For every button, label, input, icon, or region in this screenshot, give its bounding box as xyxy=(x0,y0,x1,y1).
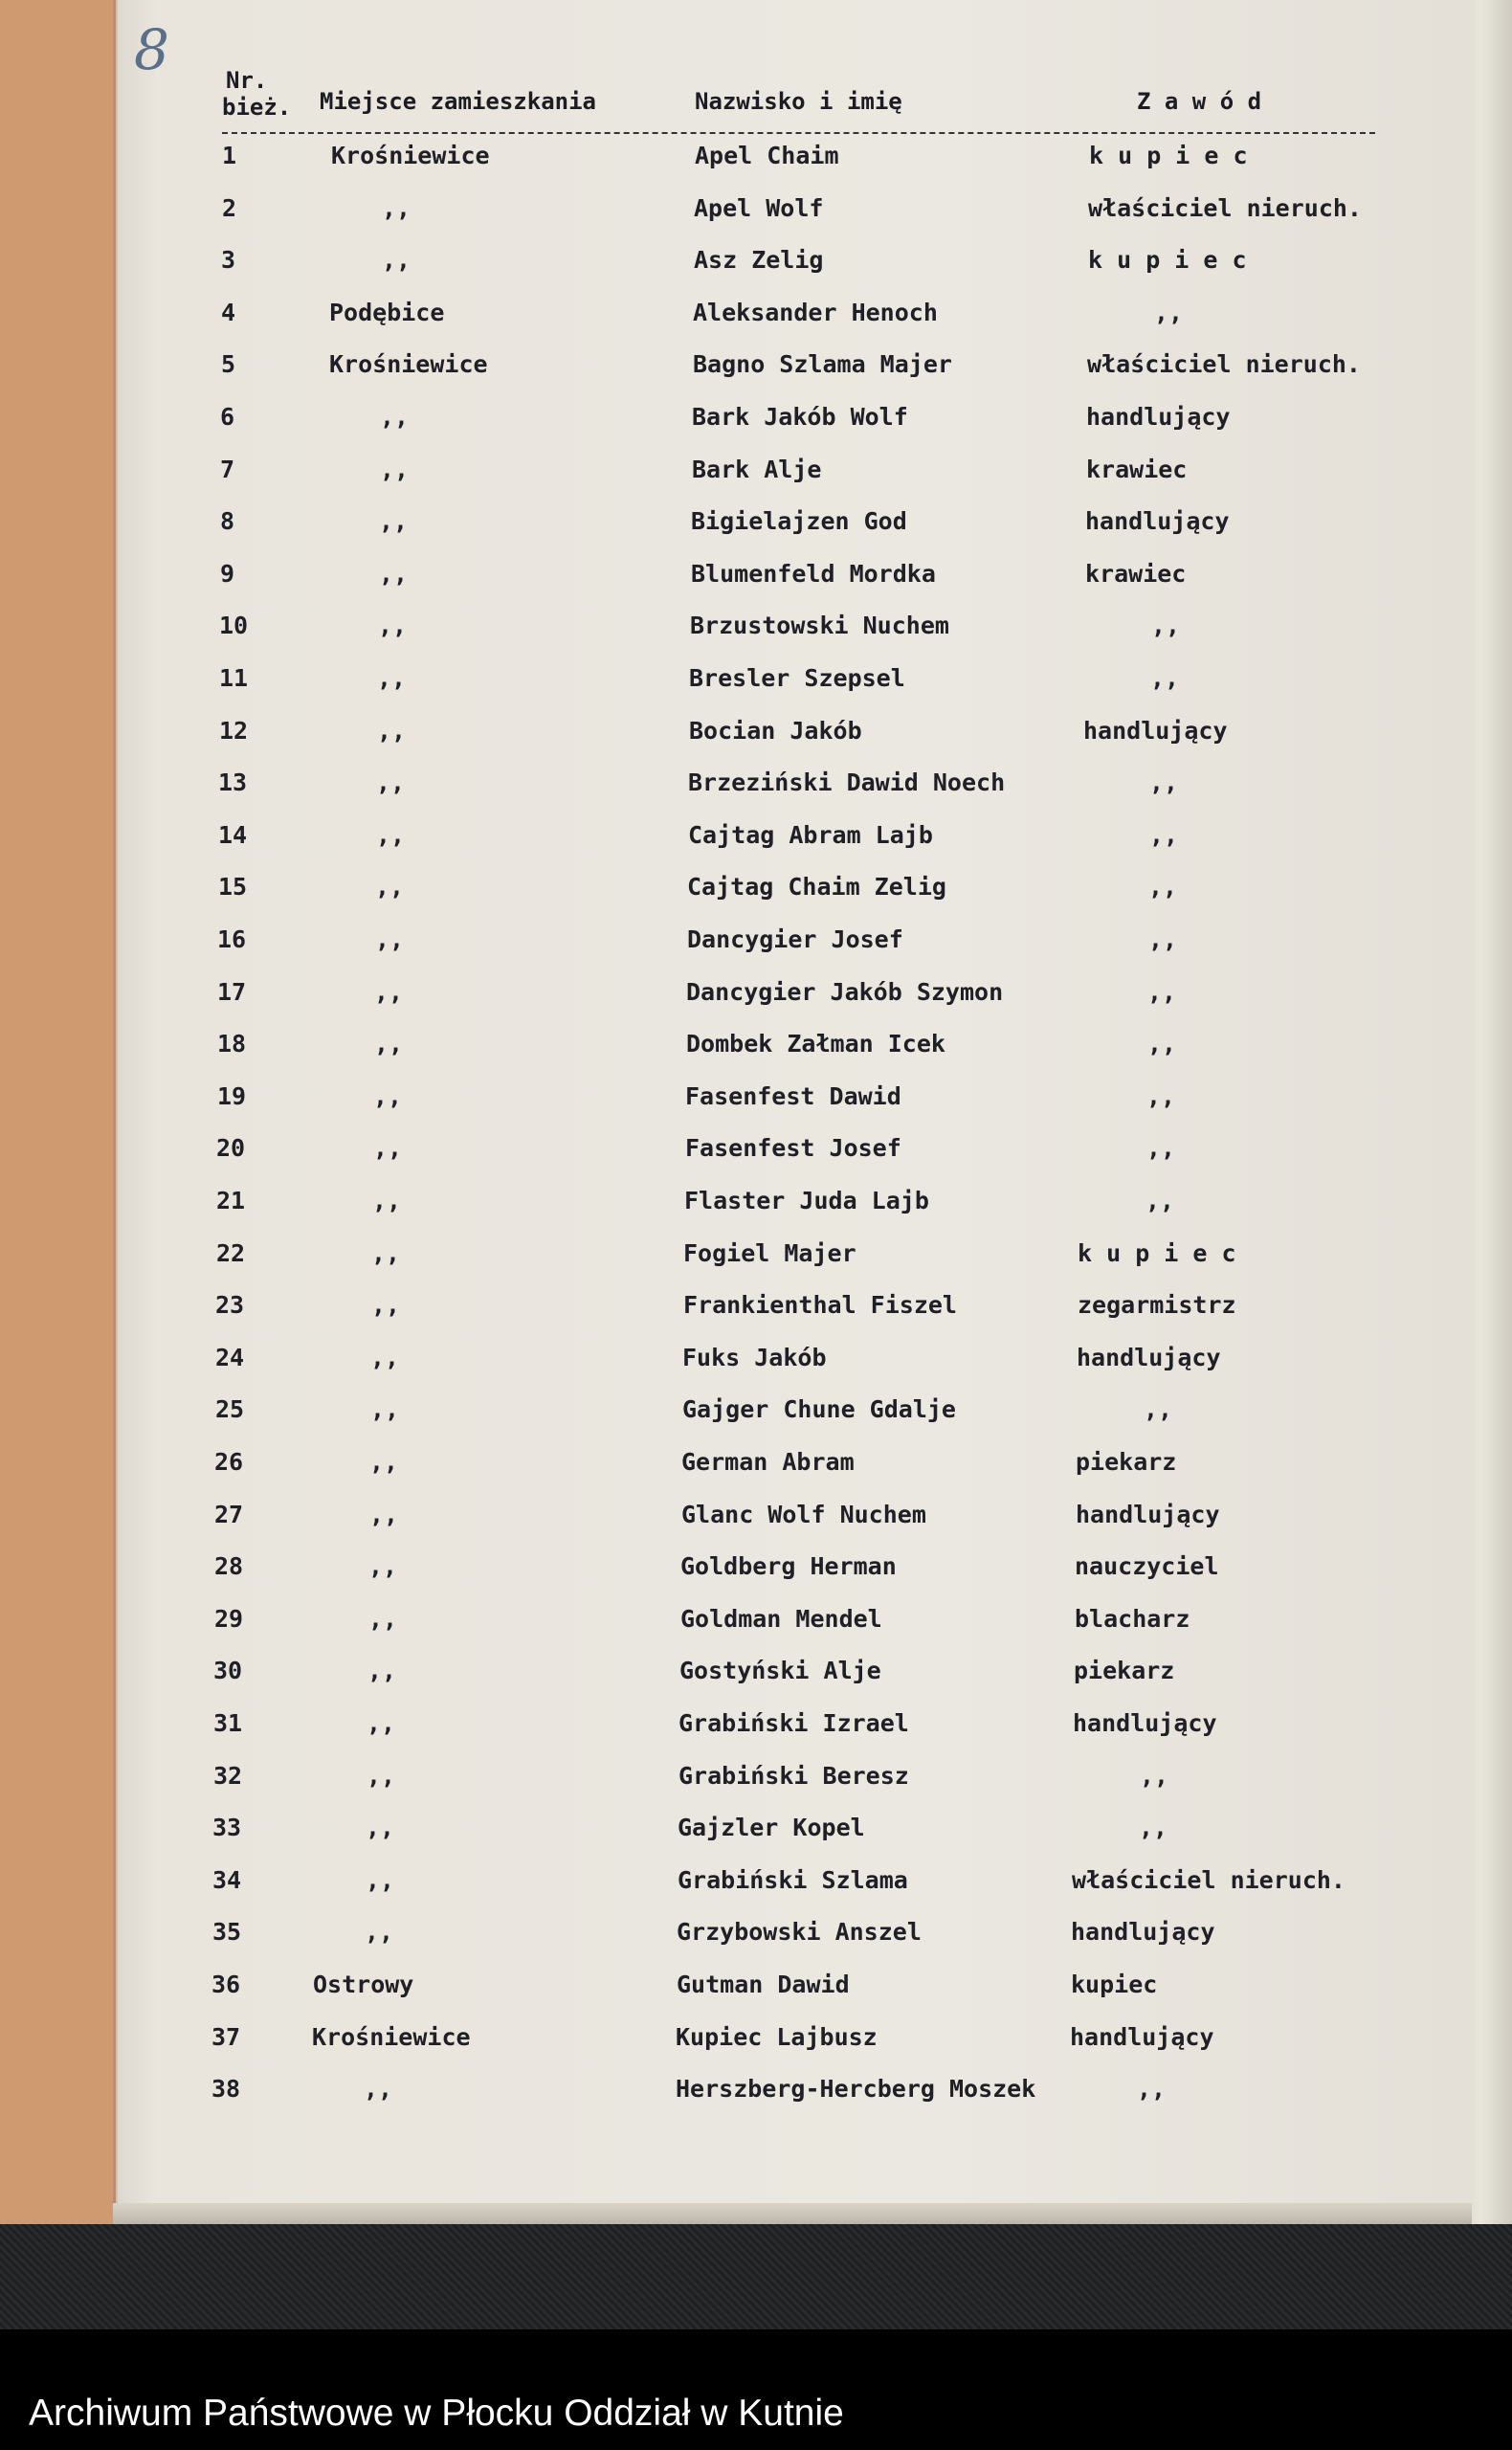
name-cell: Blumenfeld Mordka xyxy=(691,559,936,588)
occupation-cell: krawiec xyxy=(1085,559,1187,588)
table-row xyxy=(0,456,1512,484)
name-cell: Fasenfest Josef xyxy=(685,1134,901,1163)
name-cell: Goldman Mendel xyxy=(680,1604,882,1633)
table-row xyxy=(0,612,1512,640)
occupation-cell: właściciel nieruch. xyxy=(1088,193,1362,222)
occupation-cell: k u p i e c xyxy=(1088,246,1247,275)
occupation-cell: ,, xyxy=(1148,873,1178,902)
name-cell: Grabiński Szlama xyxy=(678,1865,908,1894)
occupation-cell: ,, xyxy=(1147,1030,1177,1058)
residence-cell: ,, xyxy=(372,1187,402,1214)
residence-cell: ,, xyxy=(370,1395,400,1424)
occupation-cell: ,, xyxy=(1137,2075,1167,2104)
row-number: 13 xyxy=(218,768,248,797)
row-number: 15 xyxy=(218,873,248,902)
residence-cell: ,, xyxy=(368,1552,398,1581)
name-cell: German Abram xyxy=(681,1448,855,1476)
name-cell: Bagno Szlama Majer xyxy=(693,350,952,379)
residence-cell: ,, xyxy=(367,1761,396,1790)
table-row xyxy=(0,664,1512,693)
table-row xyxy=(0,1448,1512,1477)
table-row xyxy=(0,1344,1512,1372)
residence-cell: ,, xyxy=(373,1134,403,1163)
row-number: 11 xyxy=(219,664,249,692)
row-number: 27 xyxy=(214,1500,244,1528)
row-number: 38 xyxy=(211,2075,241,2104)
occupation-cell: zegarmistrz xyxy=(1078,1291,1236,1320)
occupation-cell: piekarz xyxy=(1076,1448,1177,1476)
occupation-cell: ,, xyxy=(1145,1187,1175,1214)
occupation-cell: k u p i e c xyxy=(1078,1238,1236,1267)
residence-cell: Krośniewice xyxy=(329,350,488,379)
occupation-cell: ,, xyxy=(1146,1081,1176,1110)
table-row xyxy=(0,768,1512,797)
occupation-cell: ,, xyxy=(1147,977,1177,1006)
residence-cell: ,, xyxy=(382,246,411,275)
row-number: 32 xyxy=(213,1761,243,1790)
residence-cell: ,, xyxy=(379,507,409,536)
row-number: 9 xyxy=(220,559,235,588)
name-cell: Gostyński Alje xyxy=(679,1657,881,1685)
name-cell: Dancygier Josef xyxy=(687,925,903,953)
table-row xyxy=(0,560,1512,589)
residence-cell: ,, xyxy=(367,1657,397,1685)
table-row xyxy=(0,2023,1512,2052)
occupation-cell: handlujący xyxy=(1071,1918,1215,1947)
name-cell: Apel Chaim xyxy=(695,142,839,169)
row-number: 26 xyxy=(214,1448,244,1476)
residence-cell: ,, xyxy=(366,1814,395,1842)
table-row xyxy=(0,299,1512,327)
name-cell: Bark Alje xyxy=(692,455,822,483)
name-cell: Gajzler Kopel xyxy=(678,1814,865,1842)
header-nr-line1: Nr. xyxy=(226,67,268,94)
residence-cell: ,, xyxy=(375,873,405,902)
occupation-cell: właściciel nieruch. xyxy=(1087,350,1361,379)
table-row xyxy=(0,1134,1512,1163)
name-cell: Glanc Wolf Nuchem xyxy=(681,1500,926,1528)
table-row xyxy=(0,507,1512,536)
row-number: 35 xyxy=(212,1918,242,1947)
residence-cell: ,, xyxy=(378,612,408,640)
name-cell: Brzeziński Dawid Noech xyxy=(688,768,1006,797)
header-occupation: Z a w ó d xyxy=(1137,88,1262,115)
table-row xyxy=(0,1918,1512,1947)
occupation-cell: ,, xyxy=(1140,1761,1169,1790)
table-row xyxy=(0,821,1512,850)
residence-cell: ,, xyxy=(374,977,404,1006)
table-row xyxy=(0,1657,1512,1685)
table-row xyxy=(0,1239,1512,1268)
name-cell: Bocian Jakób xyxy=(689,716,862,745)
occupation-cell: ,, xyxy=(1144,1395,1173,1424)
residence-cell: ,, xyxy=(380,403,410,431)
name-cell: Fogiel Majer xyxy=(683,1238,856,1267)
row-number: 23 xyxy=(215,1291,245,1320)
name-cell: Gajger Chune Gdalje xyxy=(682,1395,956,1424)
residence-cell: ,, xyxy=(371,1291,401,1320)
residence-cell: Ostrowy xyxy=(313,1971,414,1998)
occupation-cell: ,, xyxy=(1150,664,1180,692)
occupation-cell: krawiec xyxy=(1086,455,1188,483)
occupation-cell: handlujący xyxy=(1083,716,1228,745)
occupation-cell: handlujący xyxy=(1077,1343,1221,1371)
row-number: 33 xyxy=(212,1814,242,1842)
occupation-cell: ,, xyxy=(1154,298,1184,326)
name-cell: Asz Zelig xyxy=(694,246,824,275)
name-cell: Brzustowski Nuchem xyxy=(690,612,949,640)
occupation-cell: ,, xyxy=(1149,768,1179,797)
row-number: 5 xyxy=(221,350,236,379)
row-number: 14 xyxy=(218,820,248,849)
table-row xyxy=(0,1709,1512,1738)
name-cell: Fasenfest Dawid xyxy=(685,1081,901,1110)
table-row xyxy=(0,1971,1512,1999)
row-number: 19 xyxy=(217,1081,247,1110)
row-number: 30 xyxy=(213,1657,243,1685)
header-name: Nazwisko i imię xyxy=(695,88,902,115)
table-row xyxy=(0,142,1512,170)
name-cell: Bresler Szepsel xyxy=(689,664,905,692)
name-cell: Frankienthal Fiszel xyxy=(683,1291,957,1320)
table-row xyxy=(0,1605,1512,1634)
row-number: 4 xyxy=(221,298,236,326)
row-number: 28 xyxy=(214,1552,244,1581)
occupation-cell: piekarz xyxy=(1074,1657,1175,1685)
table-row xyxy=(0,194,1512,223)
table-row xyxy=(0,873,1512,902)
residence-cell: ,, xyxy=(374,1030,404,1058)
residence-cell: ,, xyxy=(368,1604,398,1633)
residence-cell: ,, xyxy=(369,1500,399,1528)
residence-cell: ,, xyxy=(369,1448,399,1476)
table-row xyxy=(0,1395,1512,1424)
name-cell: Gutman Dawid xyxy=(677,1971,850,1998)
header-place: Miejsce zamieszkania xyxy=(320,88,596,115)
row-number: 1 xyxy=(222,142,237,169)
residence-cell: ,, xyxy=(377,716,407,745)
row-number: 31 xyxy=(213,1709,243,1737)
table-row xyxy=(0,1814,1512,1842)
name-cell: Apel Wolf xyxy=(694,193,824,222)
name-cell: Cajtag Chaim Zelig xyxy=(687,873,946,902)
residence-cell: ,, xyxy=(376,820,406,849)
residence-cell: ,, xyxy=(364,2075,393,2104)
row-number: 34 xyxy=(212,1865,242,1894)
residence-cell: ,, xyxy=(380,455,410,483)
name-cell: Aleksander Henoch xyxy=(693,298,938,326)
row-number: 37 xyxy=(211,2022,241,2051)
residence-cell: Podębice xyxy=(329,298,445,326)
table-row xyxy=(0,1291,1512,1320)
archive-credit: Archiwum Państwowe w Płocku Oddział w Kutnie xyxy=(29,2393,844,2434)
occupation-cell: blacharz xyxy=(1075,1604,1190,1633)
row-number: 36 xyxy=(211,1971,241,1998)
occupation-cell: k u p i e c xyxy=(1089,142,1248,169)
name-cell: Cajtag Abram Lajb xyxy=(688,820,933,849)
name-cell: Goldberg Herman xyxy=(680,1552,897,1581)
name-cell: Grzybowski Anszel xyxy=(677,1918,922,1947)
residence-cell: ,, xyxy=(376,768,406,797)
row-number: 8 xyxy=(220,507,235,536)
residence-cell: ,, xyxy=(365,1918,394,1947)
row-number: 3 xyxy=(221,246,236,275)
occupation-cell: ,, xyxy=(1139,1814,1168,1842)
name-cell: Bigielajzen God xyxy=(691,507,907,536)
table-row xyxy=(0,1030,1512,1058)
occupation-cell: handlujący xyxy=(1085,507,1230,536)
residence-cell: ,, xyxy=(373,1081,403,1110)
residence-cell: ,, xyxy=(379,559,409,588)
name-cell: Kupiec Lajbusz xyxy=(676,2022,878,2051)
scanner-bed xyxy=(0,2224,1512,2329)
header-nr-line2: bież. xyxy=(222,94,292,121)
row-number: 2 xyxy=(222,193,237,222)
residence-cell: ,, xyxy=(371,1238,401,1267)
name-cell: Fuks Jakób xyxy=(682,1343,827,1371)
table-row xyxy=(0,403,1512,432)
row-number: 6 xyxy=(220,403,235,431)
name-cell: Grabiński Beresz xyxy=(678,1761,909,1790)
occupation-cell: ,, xyxy=(1149,820,1179,849)
occupation-cell: handlujący xyxy=(1073,1709,1217,1737)
residence-cell: ,, xyxy=(382,193,411,222)
residence-cell: Krośniewice xyxy=(312,2022,471,2051)
row-number: 18 xyxy=(217,1030,247,1058)
row-number: 12 xyxy=(219,716,249,745)
occupation-cell: ,, xyxy=(1146,1134,1176,1163)
occupation-cell: ,, xyxy=(1148,925,1178,953)
handwritten-page-mark: 8 xyxy=(134,17,169,82)
table-row xyxy=(0,1187,1512,1215)
row-number: 24 xyxy=(215,1343,245,1371)
row-number: 10 xyxy=(219,612,249,640)
table-row xyxy=(0,2075,1512,2104)
table-row xyxy=(0,1501,1512,1529)
table-row xyxy=(0,246,1512,275)
table-row xyxy=(0,717,1512,746)
table-row xyxy=(0,978,1512,1007)
row-number: 25 xyxy=(215,1395,245,1424)
residence-cell: Krośniewice xyxy=(331,142,490,169)
name-cell: Grabiński Izrael xyxy=(678,1709,909,1737)
occupation-cell: kupiec xyxy=(1071,1971,1158,1998)
name-cell: Dancygier Jakób Szymon xyxy=(686,977,1004,1006)
occupation-cell: handlujący xyxy=(1076,1500,1220,1528)
table-row xyxy=(0,1866,1512,1895)
occupation-cell: właściciel nieruch. xyxy=(1072,1865,1345,1894)
occupation-cell: handlujący xyxy=(1086,403,1231,431)
row-number: 7 xyxy=(220,455,235,483)
residence-cell: ,, xyxy=(370,1343,400,1371)
row-number: 20 xyxy=(216,1134,246,1163)
table-row xyxy=(0,350,1512,379)
name-cell: Bark Jakób Wolf xyxy=(692,403,908,431)
residence-cell: ,, xyxy=(366,1865,395,1894)
residence-cell: ,, xyxy=(377,664,407,692)
residence-cell: ,, xyxy=(375,925,405,953)
row-number: 29 xyxy=(214,1604,244,1633)
occupation-cell: ,, xyxy=(1151,612,1181,640)
residence-cell: ,, xyxy=(367,1709,396,1737)
table-row xyxy=(0,1552,1512,1581)
name-cell: Dombek Załman Icek xyxy=(686,1030,945,1058)
table-row xyxy=(0,1762,1512,1791)
occupation-cell: handlujący xyxy=(1070,2022,1214,2051)
page-bottom-edge xyxy=(113,2203,1472,2224)
name-cell: Herszberg-Hercberg Moszek xyxy=(676,2075,1036,2104)
row-number: 21 xyxy=(216,1187,246,1214)
name-cell: Flaster Juda Lajb xyxy=(684,1187,929,1214)
header-divider xyxy=(222,132,1375,134)
row-number: 22 xyxy=(216,1238,246,1267)
row-number: 17 xyxy=(217,977,247,1006)
row-number: 16 xyxy=(217,925,247,953)
table-row xyxy=(0,925,1512,954)
table-row xyxy=(0,1082,1512,1111)
occupation-cell: nauczyciel xyxy=(1075,1552,1219,1581)
